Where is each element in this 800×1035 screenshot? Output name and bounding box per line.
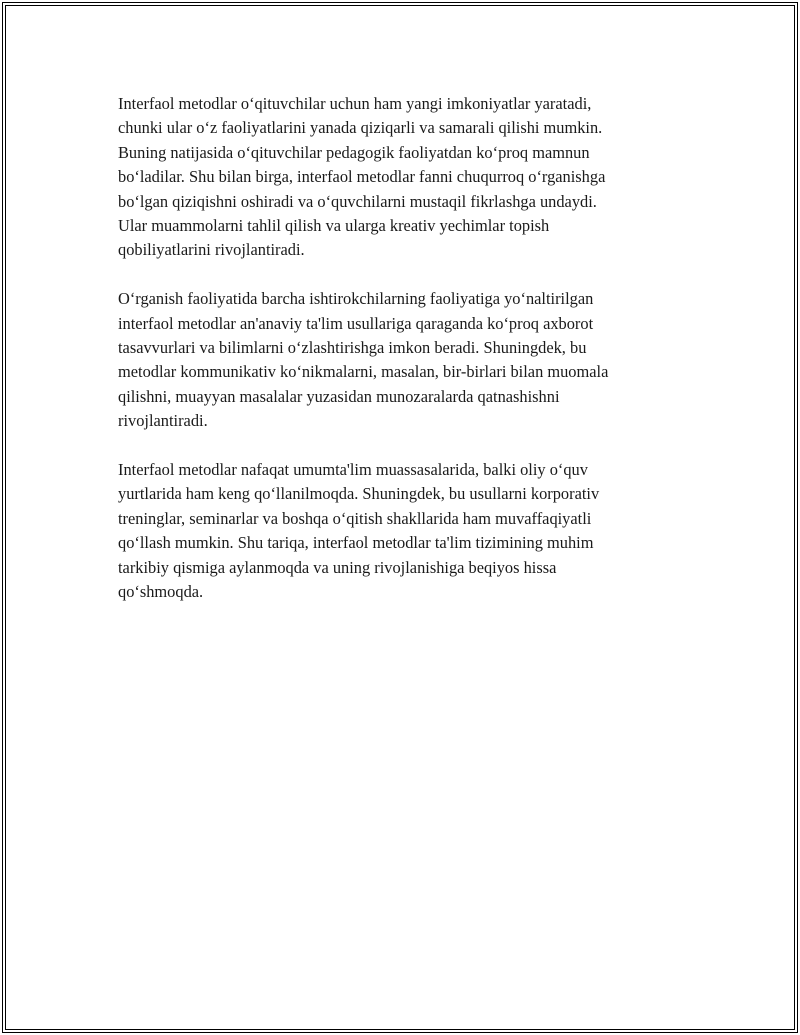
document-body — [118, 92, 678, 629]
paragraph-2: O‘rganish faoliyatida barcha ishtirokchilarning faoliyatiga yo‘naltirilgan interfaol metodlar an'anaviy ta'lim usullariga qaraganda ko‘proq axborot tasavvurlari va bilimlarni o‘zlashtirishga imkon beradi. Shuningdek, bu metodlar kommunikativ ko‘nikmalarni, masalan, bir-birlari bilan muomala qilishni, muayyan masalalar yuzasidan munozaralarda qatnashishni rivojlantiradi. — [118, 289, 609, 431]
paragraph-1: Interfaol metodlar o‘qituvchilar uchun ham yangi imkoniyatlar yaratadi, chunki ular o‘z faoliyatlarini yanada qiziqarli va samarali qilishi mumkin. Buning natijasida o‘qituvchilar pedagogik faoliyatdan ko‘proq mamnun bo‘ladilar. Shu bilan birga, interfaol metodlar fanni chuqurroq o‘rganishga bo‘lgan qiziqishni oshiradi va o‘quvchilarni mustaqil fikrlashga undaydi. Ular muammolarni tahlil qilish va ularga kreativ yechimlar topish qobiliyatlarini rivojlantiradi. — [118, 94, 606, 260]
paragraph-3: Interfaol metodlar nafaqat umumta'lim muassasalarida, balki oliy o‘quv yurtlarida ham keng qo‘llanilmoqda. Shuningdek, bu usullarni korporativ treninglar, seminarlar va boshqa o‘qitish shakllarida ham muvaffaqiyatli qo‘llash mumkin. Shu tariqa, interfaol metodlar ta'lim tizimining muhim tarkibiy qismiga aylanmoqda va uning rivojlanishiga beqiyos hissa qo‘shmoqda. — [118, 460, 600, 602]
